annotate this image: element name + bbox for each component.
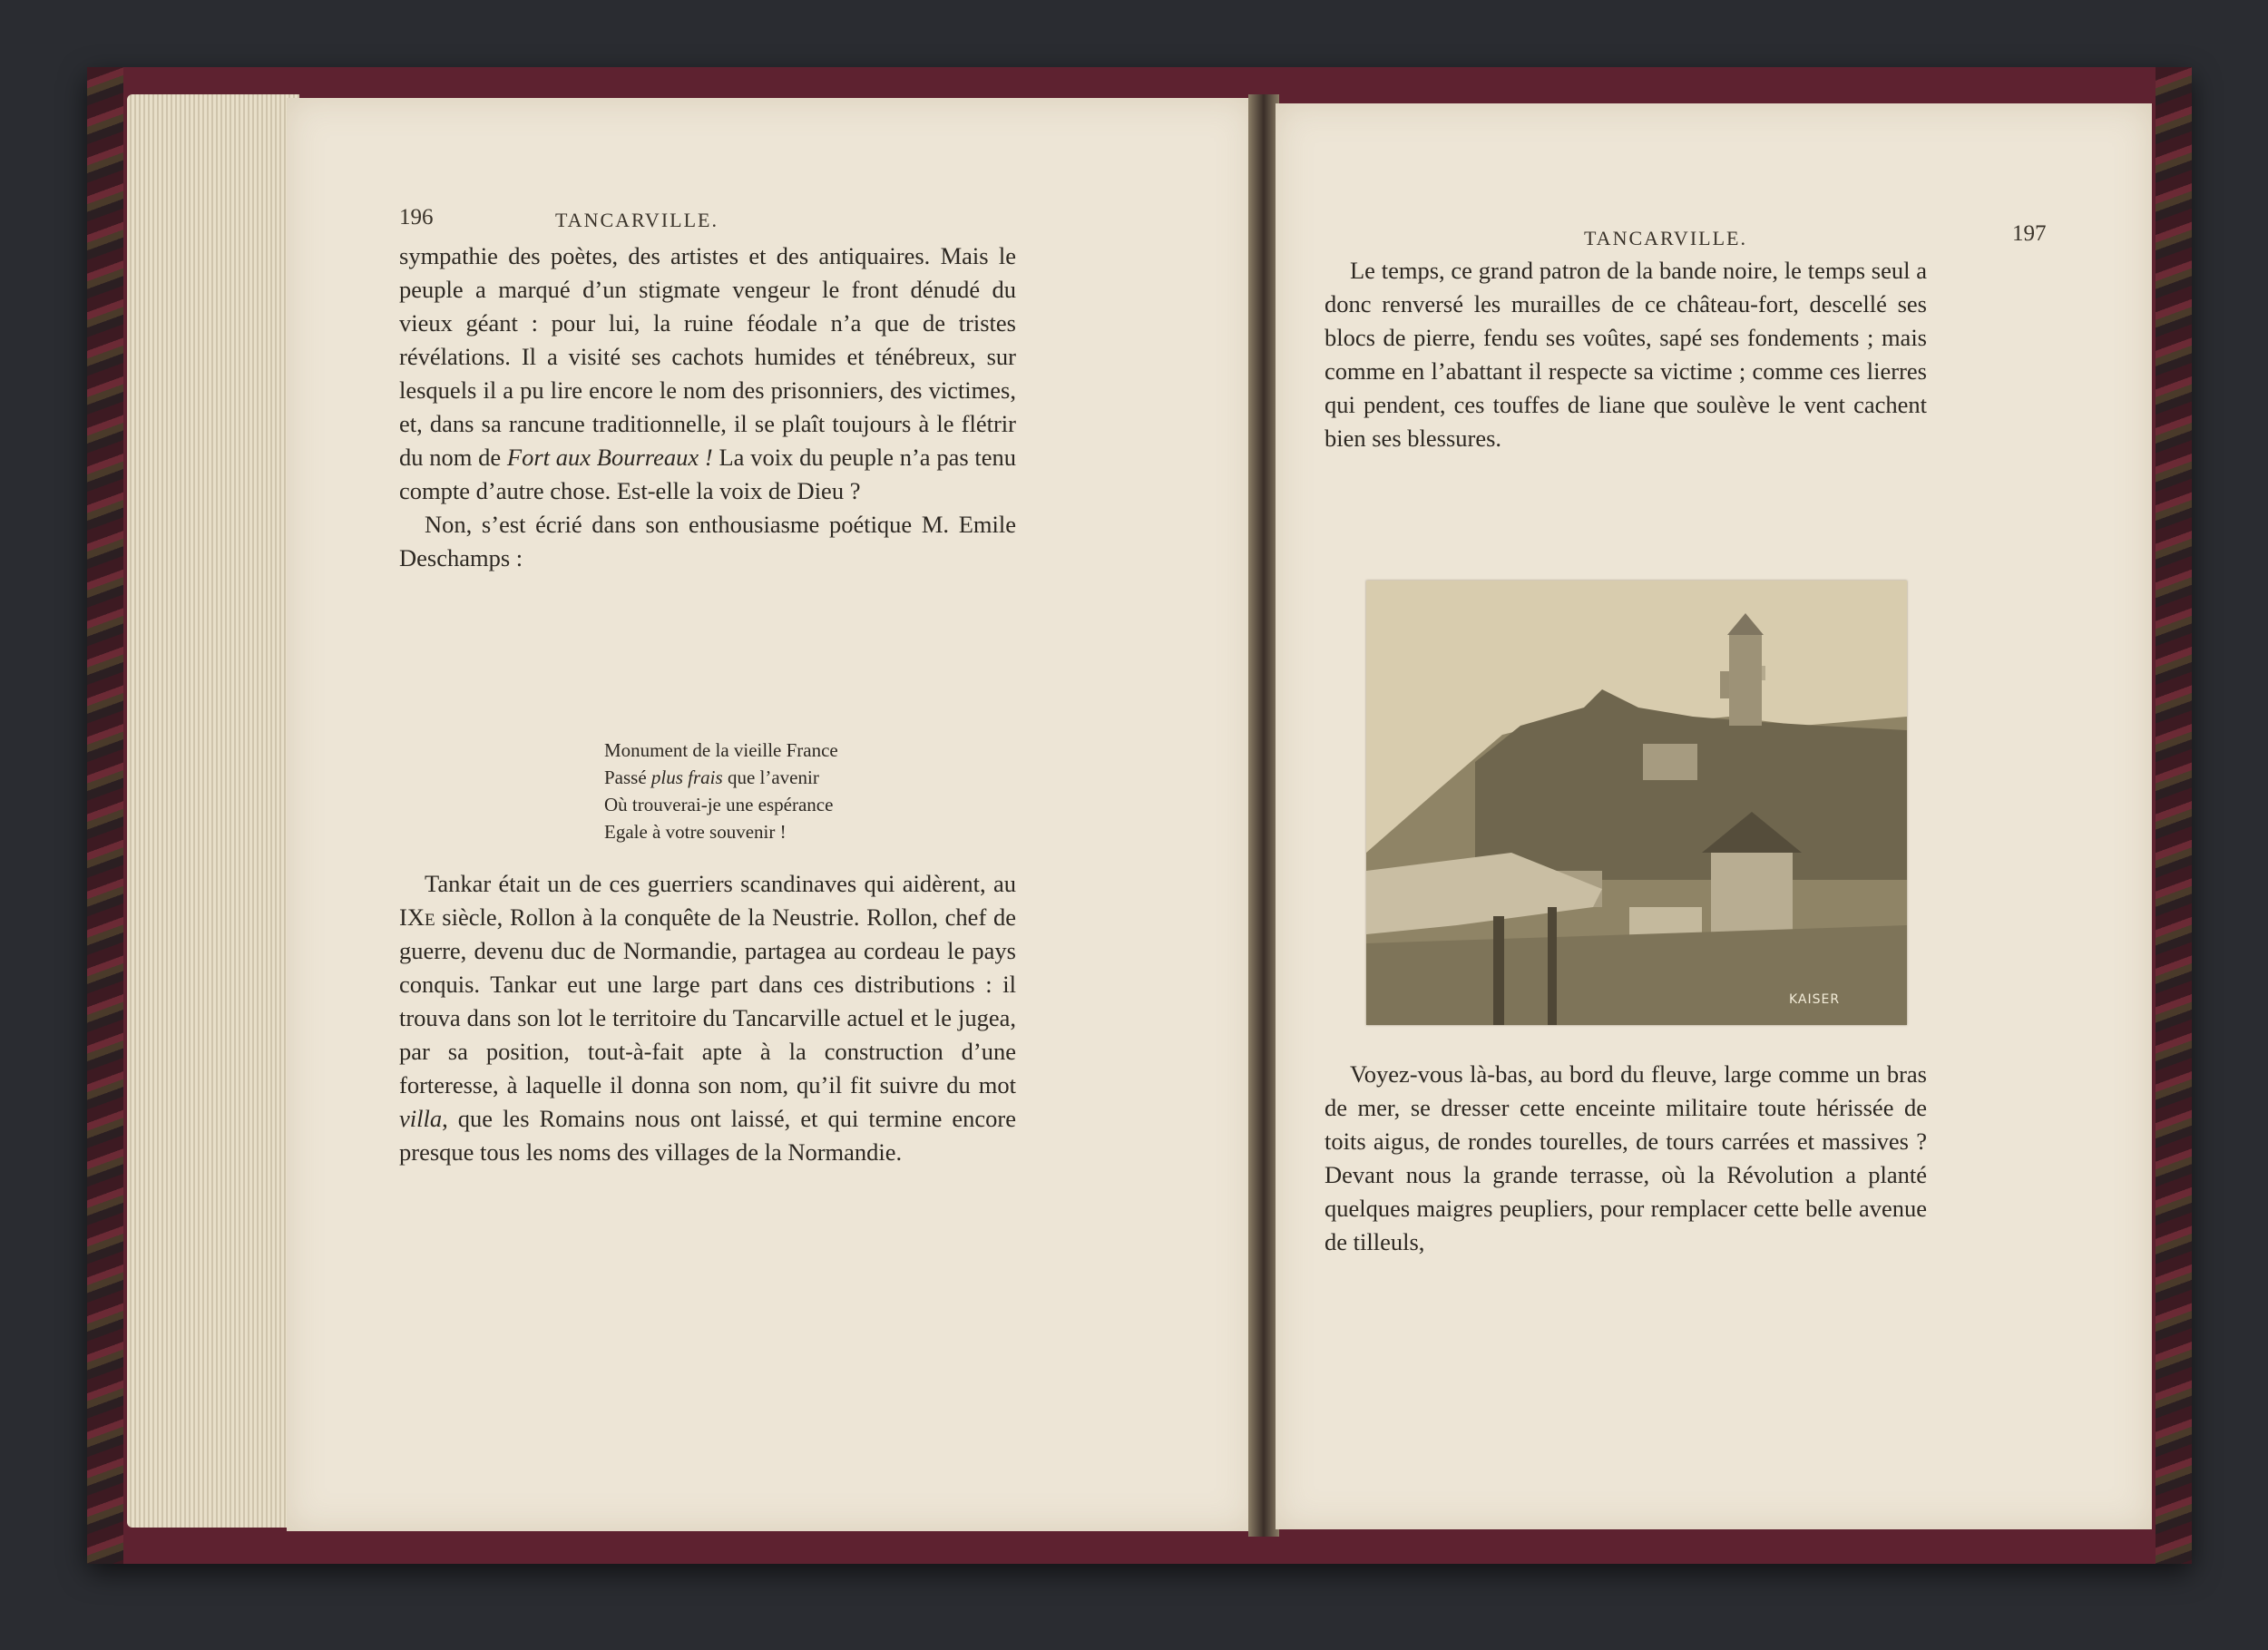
tancarville-castle-photo — [1366, 581, 1907, 1025]
verse-line-1: Monument de la vieille France — [604, 739, 838, 761]
photographer-mark: KAISER — [1789, 992, 1841, 1007]
left-p1-text: sympathie des poètes, des artistes et des antiquaires. Mais le peuple a marqué d’un stigmate vengeur le front dénudé du vieux géant : pour lui, la ruine féodale n’a que de tristes révélations. Il a visité ses cachots humides et ténébreux, sur lesquels il a pu lire encore le nom des prisonniers, des victimes, et, dans sa rancune traditionnelle, il se plaît toujours à le flétrir du nom de — [399, 242, 1016, 471]
photo-illustration — [1366, 581, 1907, 1025]
verse-line-4: Egale à votre souvenir ! — [604, 821, 787, 843]
page-number-right: 197 — [2012, 221, 2047, 246]
left-p3-century: IXe — [399, 903, 435, 931]
verse-line-2b: que l’avenir — [727, 766, 819, 788]
verse-line-2-italic: plus frais — [650, 766, 723, 788]
verse-block — [604, 737, 985, 845]
left-page — [287, 98, 1254, 1531]
verse-line-2 — [604, 764, 985, 791]
right-p1-text: Le temps, ce grand patron de la bande noire, le temps seul a donc renversé les murailles de ce château-fort, descellé ses blocs de pierre, fendu ses voûtes, sapé ses fondements ; mais comme en l’abattant il respecte sa victime ; comme ces lierres qui pendent, ces touffes de liane que soulève le vent cachent bien ses blessures. — [1325, 257, 1927, 452]
left-p3c: , que les Romains nous ont laissé, et qui termine encore presque tous les noms des villages de la Normandie. — [399, 1105, 1016, 1166]
right-paragraph-2 — [1325, 1058, 1927, 1259]
right-p2-text: Voyez-vous là-bas, au bord du fleuve, large comme un bras de mer, se dresser cette enceinte militaire toute hérissée de toits aigus, de rondes tourelles, de tours carrées et massives ? Devant nous la grande terrasse, où la Révolution a planté quelques maigres peupliers, pour remplacer cette belle avenue de tilleuls, — [1325, 1060, 1927, 1255]
left-p3-italic: villa — [399, 1105, 443, 1132]
right-page — [1276, 103, 2152, 1529]
book — [87, 67, 2192, 1564]
verse-line-2a: Passé — [604, 766, 647, 788]
left-p1-end: La voix du peuple n’a pas tenu compte d’autre chose. Est-elle la voix de Dieu ? — [399, 444, 1017, 504]
verse-line-3: Où trouverai-je une espérance — [604, 794, 834, 815]
page-edges-left — [127, 94, 299, 1528]
left-p3a: Tankar était un de ces guerriers scandinaves qui aidèrent, au — [425, 870, 1016, 897]
marbled-board-left — [87, 67, 123, 1564]
book-gutter — [1248, 94, 1279, 1537]
left-paragraph-1 — [399, 239, 1016, 575]
left-p2-text: Non, s’est écrié dans son enthousiasme poétique M. Emile Deschamps : — [399, 511, 1016, 571]
left-p3b: siècle, Rollon à la conquête de la Neustrie. Rollon, chef de guerre, devenu duc de Normandie, partagea au cordeau le pays conquis. Tankar eut une large part dans ces distributions : il trouva dans son lot le territoire du Tancarville actuel et le jugea, par sa position, tout-à-fait apte à la construction d’une forteresse, à laquelle il donna son nom, qu’il fit suivre du mot — [399, 903, 1016, 1098]
page-number-left: 196 — [399, 205, 434, 229]
left-paragraph-3 — [399, 867, 1016, 1169]
running-head-left: TANCARVILLE. — [555, 209, 719, 231]
marbled-board-right — [2156, 67, 2192, 1564]
right-paragraph-1 — [1325, 254, 1927, 455]
left-p1-italic: Fort aux Bourreaux ! — [506, 444, 713, 471]
running-head-right: TANCARVILLE. — [1584, 227, 1747, 249]
